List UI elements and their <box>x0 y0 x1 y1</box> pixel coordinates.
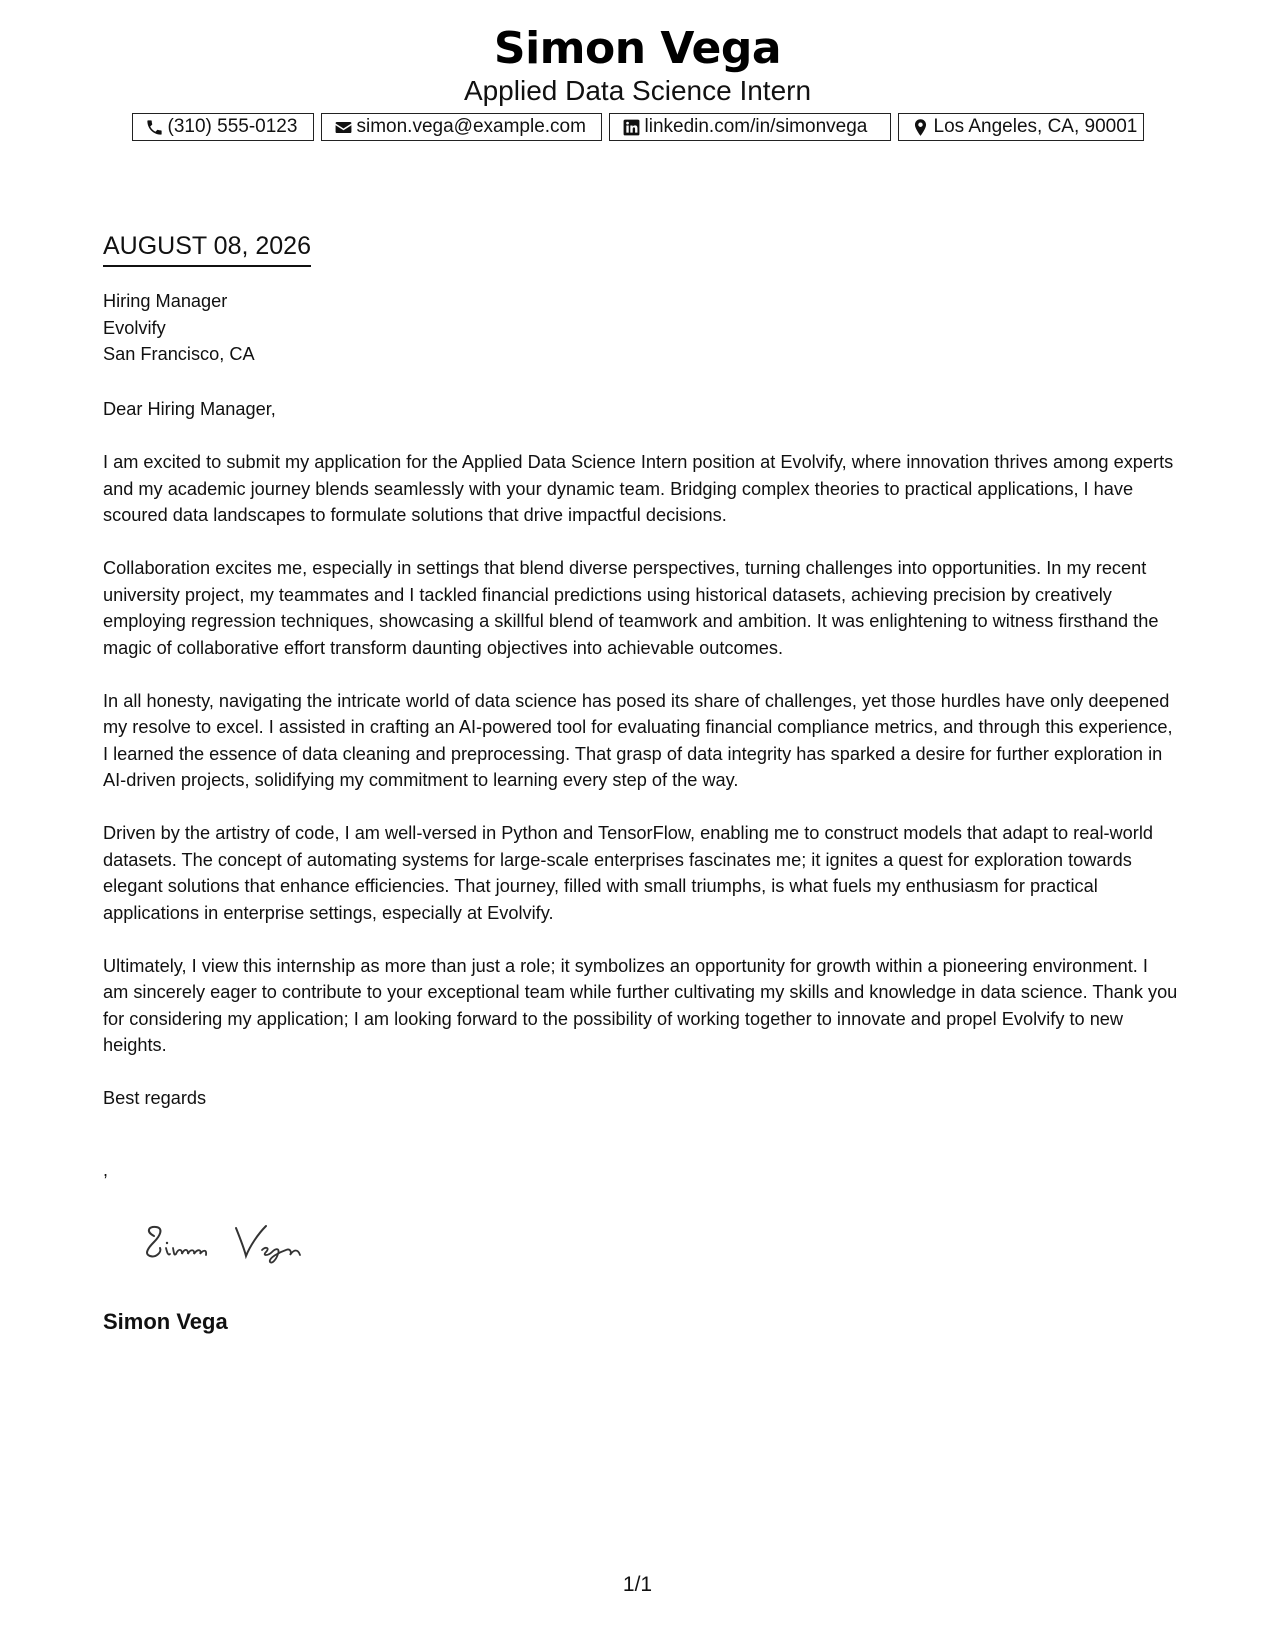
letter-body <box>103 449 1178 1085</box>
handwritten-signature <box>140 1218 330 1268</box>
applicant-name: Simon Vega <box>493 23 782 74</box>
closing-comma: , <box>103 1160 109 1180</box>
map-pin-icon <box>911 118 930 137</box>
body-paragraph: I am excited to submit my application for the Applied Data Science Intern position at Evolvify, where innovation thrives among experts and my academic journey blends seamlessly with your dynamic team. Bridging complex theories to practical applications, I have scoured data landscapes to formulate solutions that drive impactful decisions. <box>103 452 1174 525</box>
contact-email[interactable] <box>321 113 602 141</box>
signer-name: Simon Vega <box>103 1309 228 1334</box>
contact-phone[interactable] <box>132 113 314 141</box>
letter-header <box>0 22 1275 108</box>
page-number: 1/1 <box>622 1573 653 1596</box>
recipient-location: San Francisco, CA <box>103 344 255 364</box>
letter-date: AUGUST 08, 2026 <box>103 230 311 267</box>
contact-location-text: Los Angeles, CA, 90001 <box>933 116 1138 137</box>
contact-email-text: simon.vega@example.com <box>356 116 586 137</box>
recipient-company: Evolvify <box>103 317 166 338</box>
contact-bar <box>0 113 1275 141</box>
body-paragraph: In all honesty, navigating the intricate world of data science has posed its share of challenges, yet those hurdles have only deepened my resolve to excel. I assisted in crafting an AI-powered tool for evaluating financial compliance metrics, and through this experience, I learned the essence of data cleaning and preprocessing. That grasp of data integrity has sparked a desire for further exploration in AI-driven projects, solidifying my commitment to learning every step of the way. <box>103 690 1173 790</box>
contact-location <box>898 113 1144 141</box>
body-paragraph: Ultimately, I view this internship as more than just a role; it symbolizes an opportunity for growth within a pioneering environment. I am sincerely eager to contribute to your exceptional team while further cultivating my skills and knowledge in data science. Thank you for considering my application; I am looking forward to the possibility of working together to innovate and propel Evolvify to new heights. <box>103 955 1178 1055</box>
applicant-title: Applied Data Science Intern <box>463 75 812 106</box>
contact-linkedin-text: linkedin.com/in/simonvega <box>644 116 868 137</box>
recipient-block <box>103 288 1178 368</box>
phone-icon <box>145 118 164 137</box>
envelope-icon <box>334 118 353 137</box>
closing-phrase: Best regards <box>103 1088 207 1108</box>
linkedin-icon <box>622 118 641 137</box>
contact-phone-text: (310) 555-0123 <box>167 116 298 137</box>
salutation: Dear Hiring Manager, <box>103 399 276 419</box>
recipient-title: Hiring Manager <box>103 291 228 311</box>
body-paragraph: Collaboration excites me, especially in settings that blend diverse perspectives, turning challenges into opportunities. In my recent university project, my teammates and I tackled financial predictions using historical datasets, achieving precision by creatively employing regression techniques, showcasing a skillful blend of teamwork and ambition. It was enlightening to witness firsthand the magic of collaborative effort transform daunting objectives into achievable outcomes. <box>103 558 1159 658</box>
body-paragraph: Driven by the artistry of code, I am well-versed in Python and TensorFlow, enabling me to construct models that adapt to real-world datasets. The concept of automating systems for large-scale enterprises fascinates me; it ignites a quest for exploration towards elegant solutions that enhance efficiencies. That journey, filled with small triumphs, is what fuels my enthusiasm for practical applications in enterprise settings, especially at Evolvify. <box>103 823 1153 923</box>
contact-linkedin[interactable] <box>609 113 891 141</box>
